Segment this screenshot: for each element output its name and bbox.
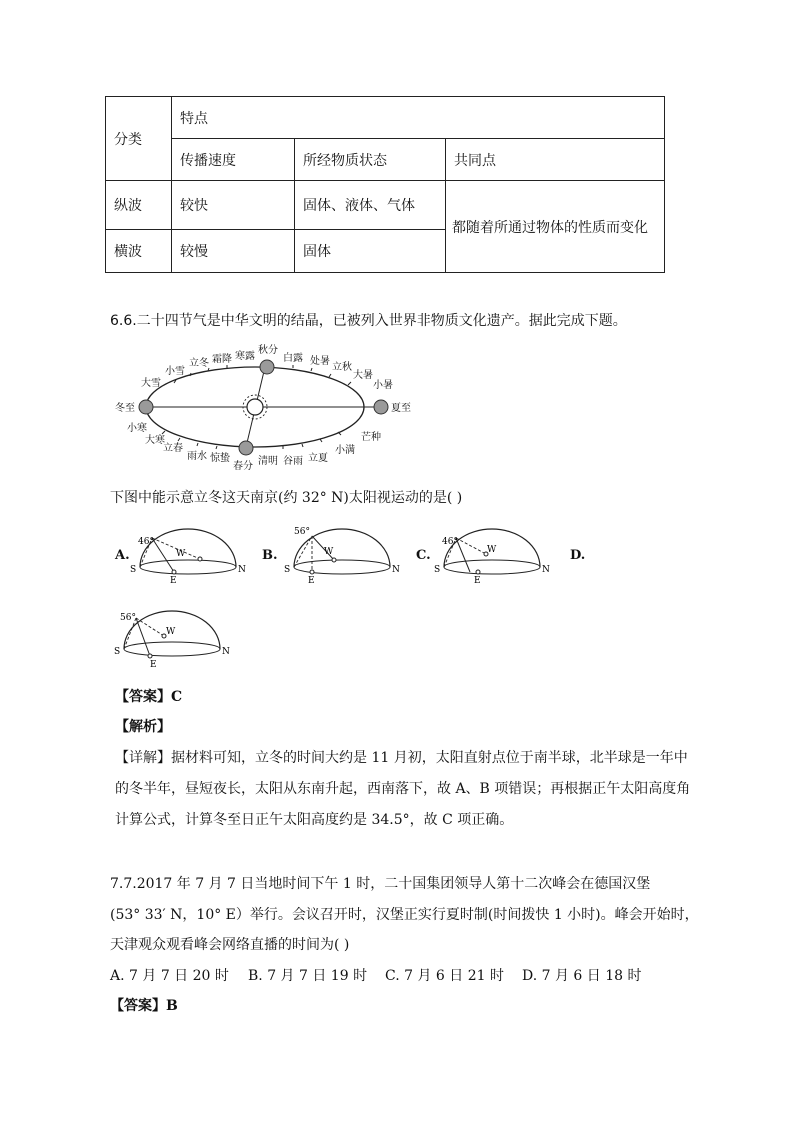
header-medium: 所经物质状态 xyxy=(303,152,387,169)
option-c-s: S xyxy=(434,565,441,575)
question-7-line-3: 天津观众观看峰会网络直播的时间为( ) xyxy=(110,937,350,953)
option-d-label: D. xyxy=(570,548,586,563)
header-classify: 分类 xyxy=(114,131,142,148)
option-c-n: N xyxy=(542,565,550,575)
term-qiufen: 秋分 xyxy=(258,345,278,356)
term-xiaoman: 小满 xyxy=(335,445,355,456)
question-6-answer: 【答案】C xyxy=(115,689,183,705)
row-longitudinal-name: 纵波 xyxy=(114,198,142,214)
option-a-e: E xyxy=(170,576,177,584)
question-7-line-2: (53° 33′ N，10° E）举行。会议召开时，汉堡正实行夏时制(时间拨快 1 小时)。峰会开始时， xyxy=(110,907,699,923)
option-c-angle: 46° xyxy=(442,537,458,547)
row-longitudinal-speed: 较快 xyxy=(180,198,208,214)
option-b-label: B. xyxy=(262,548,278,563)
option-b-s: S xyxy=(284,565,291,575)
header-common: 共同点 xyxy=(454,152,496,169)
option-b-w: W xyxy=(324,547,334,557)
term-liqiu: 立秋 xyxy=(332,362,352,373)
term-dongzhi: 冬至 xyxy=(115,403,135,414)
option-a-w: W xyxy=(176,549,186,559)
option-d-e: E xyxy=(150,660,157,668)
option-b-diagram xyxy=(282,524,402,584)
term-yushui: 雨水 xyxy=(187,451,207,462)
header-speed: 传播速度 xyxy=(180,152,236,169)
term-chunfen: 春分 xyxy=(233,461,253,472)
option-a-s: S xyxy=(130,565,137,575)
option-c-label: C. xyxy=(416,548,431,563)
question-6-intro: 6.6.二十四节气是中华文明的结晶，已被列入世界非物质文化遗产。据此完成下题。 xyxy=(110,313,627,329)
question-7-answer: 【答案】B xyxy=(110,998,178,1014)
question-6-detail-line-3: 计算公式，计算冬至日正午太阳高度约是 34.5°，故 C 项正确。 xyxy=(115,812,514,828)
term-xiaoxue: 小雪 xyxy=(165,366,185,377)
term-hanlu: 寒露 xyxy=(235,351,255,362)
option-a-diagram xyxy=(128,524,248,584)
option-a-label: A. xyxy=(115,548,130,563)
question-6-detail-line-1: 【详解】据材料可知，立冬的时间大约是 11 月初，太阳直射点位于南半球，北半球是一年中 xyxy=(115,750,688,766)
option-b-n: N xyxy=(392,565,400,575)
term-qingming: 清明 xyxy=(258,456,278,467)
question-7-option-c: C. 7 月 6 日 21 时 xyxy=(385,968,504,984)
term-lixia: 立夏 xyxy=(308,453,328,464)
term-xiazhi: 夏至 xyxy=(391,403,411,414)
term-dashu: 大暑 xyxy=(353,370,373,381)
question-7-line-1: 7.7.2017 年 7 月 7 日当地时间下午 1 时，二十国集团领导人第十二次峰会在德国汉堡 xyxy=(110,876,651,892)
term-guyu: 谷雨 xyxy=(283,456,303,467)
term-dahan: 大寒 xyxy=(145,435,165,446)
row-transverse-speed: 较慢 xyxy=(180,244,208,260)
option-a-n: N xyxy=(238,565,246,575)
common-point-cell: 都随着所通过物体的性质而变化 xyxy=(452,219,648,236)
question-7-option-d: D. 7 月 6 日 18 时 xyxy=(522,968,642,984)
option-c-diagram xyxy=(432,524,552,584)
option-d-n: N xyxy=(222,647,230,657)
term-jingzhe: 惊蛰 xyxy=(210,453,230,464)
term-bailu: 白露 xyxy=(283,353,303,364)
row-transverse-medium: 固体 xyxy=(303,244,331,260)
row-longitudinal-medium: 固体、液体、气体 xyxy=(303,198,415,214)
term-lichun: 立春 xyxy=(163,443,183,454)
term-chushu: 处暑 xyxy=(310,356,330,367)
row-transverse-name: 横波 xyxy=(114,244,142,260)
question-6-text: 下图中能示意立冬这天南京(约 32° N)太阳视运动的是( ) xyxy=(110,490,463,506)
question-6-analysis-title: 【解析】 xyxy=(115,719,171,735)
header-features: 特点 xyxy=(180,110,208,127)
option-b-e: E xyxy=(308,576,315,584)
option-c-w: W xyxy=(487,545,497,555)
term-mangzhong: 芒种 xyxy=(361,432,381,443)
option-c-e: E xyxy=(474,576,481,584)
solar-terms-orbit-diagram xyxy=(105,333,425,473)
option-d-s: S xyxy=(114,647,121,657)
option-d-w: W xyxy=(166,627,176,637)
question-6-detail-line-2: 的冬半年，昼短夜长，太阳从东南升起，西南落下，故 A、B 项错误；再根据正午太阳高度角 xyxy=(115,781,691,797)
term-lidong: 立冬 xyxy=(189,358,209,369)
question-7-option-a: A. 7 月 7 日 20 时 xyxy=(110,968,229,984)
option-b-angle: 56° xyxy=(294,527,310,537)
term-xiaoshu: 小暑 xyxy=(373,380,393,391)
option-d-diagram xyxy=(112,606,232,668)
term-xiaohan: 小寒 xyxy=(127,423,147,434)
option-d-angle: 56° xyxy=(120,613,136,623)
term-daxue: 大雪 xyxy=(141,378,161,389)
term-shuangjiang: 霜降 xyxy=(212,354,232,365)
option-a-angle: 46° xyxy=(138,537,154,547)
question-7-option-b: B. 7 月 7 日 19 时 xyxy=(248,968,368,984)
wave-comparison-table xyxy=(105,96,665,273)
